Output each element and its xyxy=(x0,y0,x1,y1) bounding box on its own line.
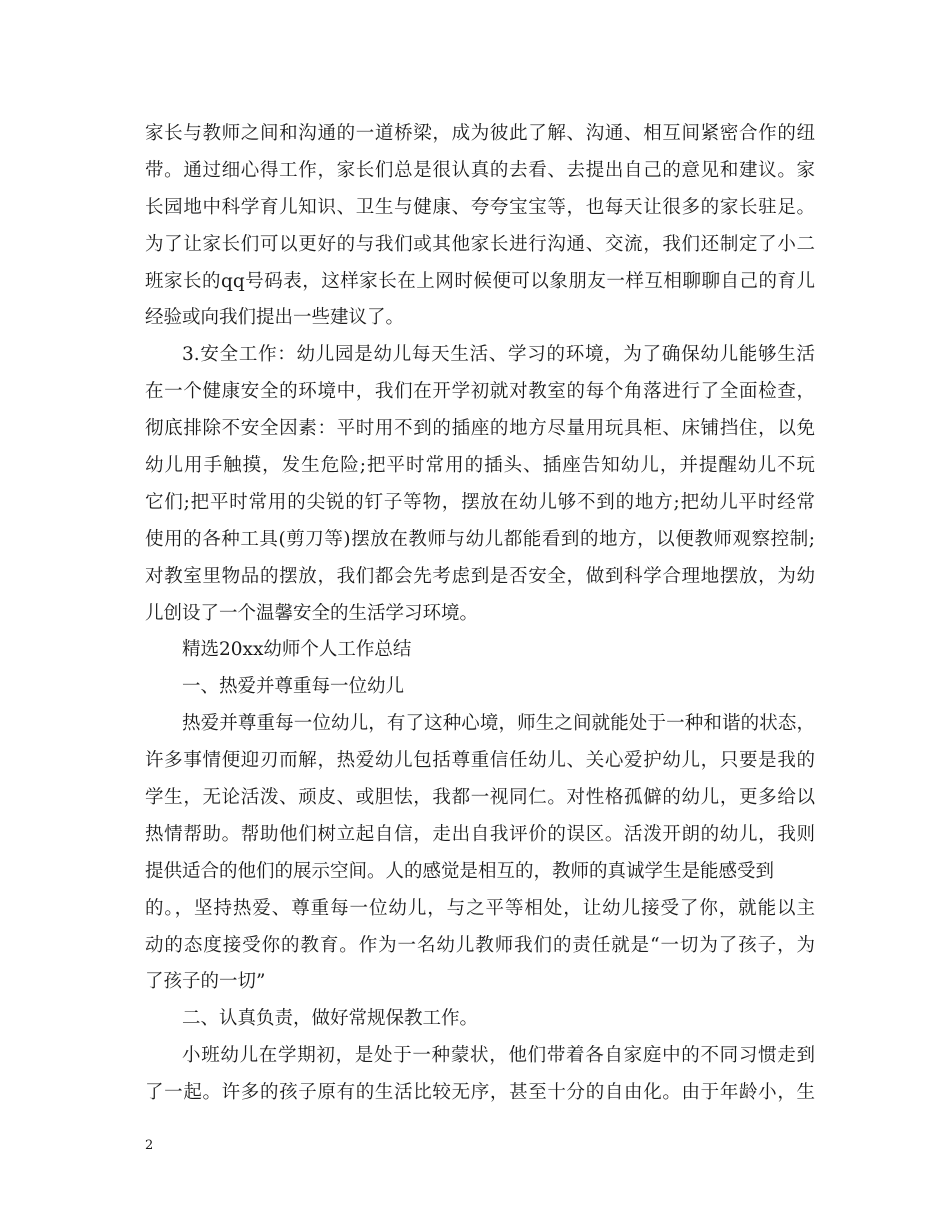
section-heading: 一、热爱并尊重每一位幼儿 xyxy=(182,676,405,698)
text-line: 学生，无论活泼、顽皮、或胆怯，我都一视同仁。对性格孤僻的幼儿，更多给以 xyxy=(145,787,815,809)
text-line: 热情帮助。帮助他们树立起自信，走出自我评价的误区。活泼开朗的幼儿，我则 xyxy=(145,823,815,845)
text-line: 提供适合的他们的展示空间。人的感觉是相互的，教师的真诚学生是能感受到 xyxy=(145,860,775,882)
text-line: 3.安全工作：幼儿园是幼儿每天生活、学习的环境，为了确保幼儿能够生活 xyxy=(182,344,815,366)
section-heading: 精选20xx幼师个人工作总结 xyxy=(182,639,412,661)
text-line: 它们;把平时常用的尖锐的钉子等物，摆放在幼儿够不到的地方;把幼儿平时经常 xyxy=(145,491,815,513)
body-text xyxy=(145,116,815,1112)
text-line: 热爱并尊重每一位幼儿，有了这种心境，师生之间就能处于一种和谐的状态， xyxy=(182,713,815,735)
text-line: 班家长的qq号码表，这样家长在上网时候便可以象朋友一样互相聊聊自己的育儿 xyxy=(145,270,815,292)
text-line: 许多事情便迎刃而解，热爱幼儿包括尊重信任幼儿、关心爱护幼儿，只要是我的 xyxy=(145,750,815,772)
text-line: 小班幼儿在学期初，是处于一种蒙状，他们带着各自家庭中的不同习惯走到 xyxy=(182,1045,815,1067)
text-line: 儿创设了一个温馨安全的生活学习环境。 xyxy=(145,602,479,624)
text-line: 彻底排除不安全因素：平时用不到的插座的地方尽量用玩具柜、床铺挡住，以免 xyxy=(145,418,815,440)
text-line: 使用的各种工具(剪刀等)摆放在教师与幼儿都能看到的地方，以便教师观察控制; xyxy=(145,528,815,550)
text-line: 在一个健康安全的环境中，我们在开学初就对教室的每个角落进行了全面检查， xyxy=(145,381,815,403)
text-line: 了孩子的一切” xyxy=(145,971,266,993)
section-heading: 二、认真负责，做好常规保教工作。 xyxy=(182,1008,479,1030)
text-line: 了一起。许多的孩子原有的生活比较无序，甚至十分的自由化。由于年龄小，生 xyxy=(145,1082,815,1104)
text-line: 带。通过细心得工作，家长们总是很认真的去看、去提出自己的意见和建议。家 xyxy=(145,159,815,181)
text-line: 幼儿用手触摸，发生危险;把平时常用的插头、插座告知幼儿，并提醒幼儿不玩 xyxy=(145,455,815,477)
text-line: 长园地中科学育儿知识、卫生与健康、夸夸宝宝等，也每天让很多的家长驻足。 xyxy=(145,196,815,218)
text-line: 对教室里物品的摆放，我们都会先考虑到是否安全，做到科学合理地摆放，为幼 xyxy=(145,565,815,587)
text-line: 经验或向我们提出一些建议了。 xyxy=(145,307,405,329)
page-number: 2 xyxy=(145,1138,154,1153)
text-line: 家长与教师之间和沟通的一道桥梁，成为彼此了解、沟通、相互间紧密合作的纽 xyxy=(145,123,815,144)
text-line: 动的态度接受你的教育。作为一名幼儿教师我们的责任就是“一切为了孩子，为 xyxy=(145,934,815,956)
text-line: 为了让家长们可以更好的与我们或其他家长进行沟通、交流，我们还制定了小二 xyxy=(145,233,815,255)
text-line: 的。，坚持热爱、尊重每一位幼儿，与之平等相处，让幼儿接受了你，就能以主 xyxy=(145,897,815,919)
